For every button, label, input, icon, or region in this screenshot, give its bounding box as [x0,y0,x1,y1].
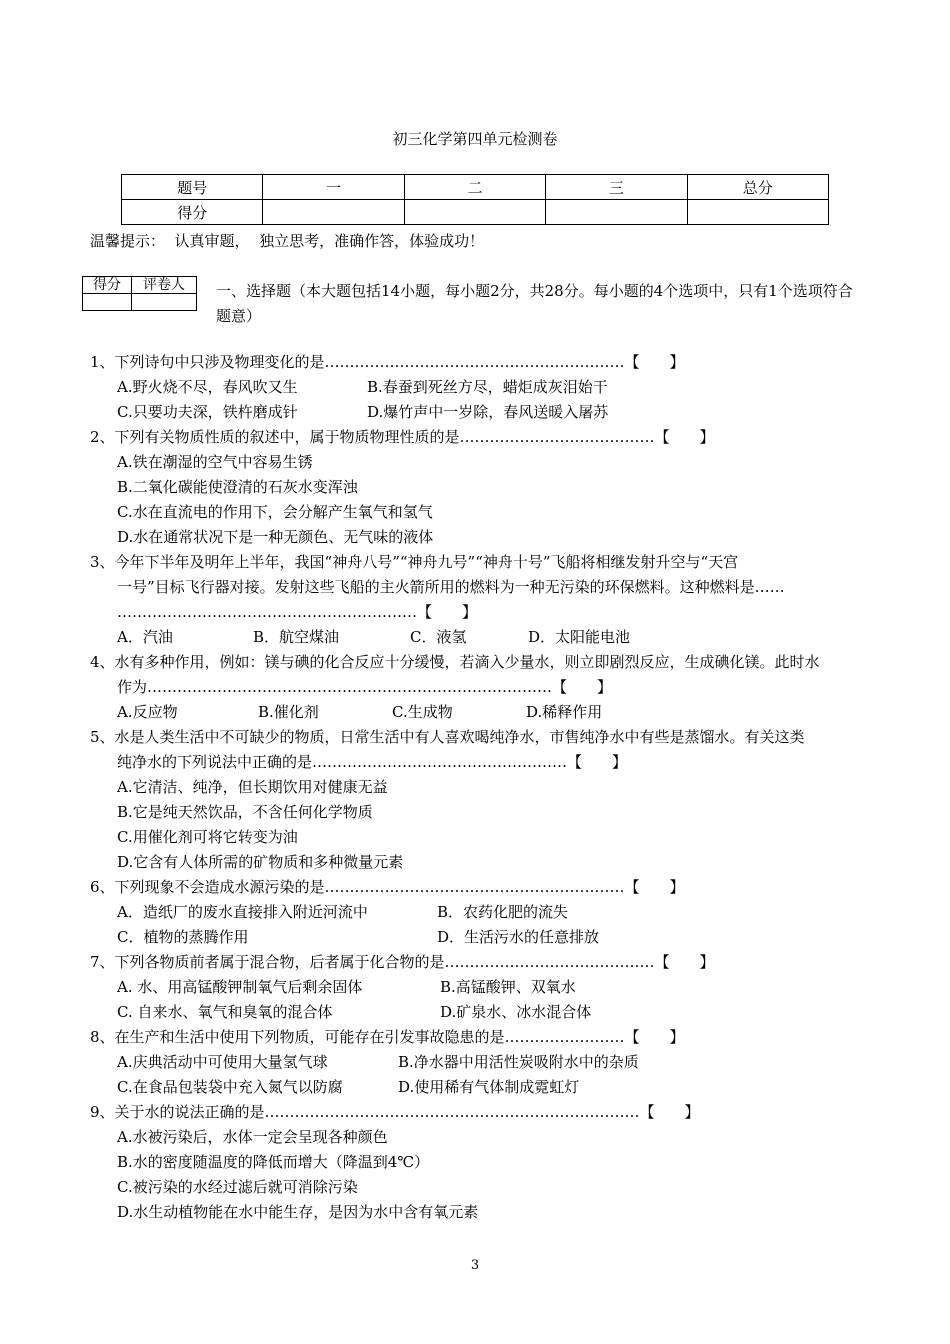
question-stem: 9、关于水的说法正确的是…………………………………………………………………【 】 [90,1103,700,1121]
question-stem: 3、今年下半年及明年上半年，我国“神舟八号”“神舟九号”“神舟十号”飞船将相继发射升空与“天宫 [90,553,739,571]
option: B．航空煤油 [253,628,340,646]
question-stem: 1、下列诗句中只涉及物理变化的是……………………………………………………【 】 [90,353,685,371]
option: B.春蚕到死丝方尽，蜡炬成灰泪始干 [367,378,608,396]
option: D.使用稀有气体制成霓虹灯 [398,1078,580,1096]
option: A.野火烧不尽，春风吹又生 [117,378,298,396]
option: D．太阳能电池 [528,628,631,646]
option: B．农药化肥的流失 [437,903,569,921]
option: D.水生动植物能在水中能生存，是因为水中含有氧元素 [117,1203,479,1221]
question-stem: 6、下列现象不会造成水源污染的是……………………………………………………【 】 [90,878,685,896]
question-stem: 8、在生产和生活中使用下列物质，可能存在引发事故隐患的是……………………【 】 [90,1028,685,1046]
score-table-cell: 一 [263,175,404,200]
option: C．液氢 [410,628,467,646]
option: D.矿泉水、冰水混合体 [440,1003,592,1021]
score-table [121,174,829,225]
option: D.爆竹声中一岁除，春风送暖入屠苏 [367,403,609,421]
question-stem: 2、下列有关物质性质的叙述中，属于物质物理性质的是…………………………………【 】 [90,428,715,446]
score-table-score-row [122,200,829,225]
score-table-cell: 得分 [122,200,263,225]
question-stem: 一号”目标飞行器对接。发射这些飞船的主火箭所用的燃料为一种无污染的环保燃料。这种燃料是…… [117,578,785,596]
option: B.净水器中用活性炭吸附水中的杂质 [398,1053,639,1071]
question-stem: 作为………………………………………………………………………【 】 [117,678,613,696]
option: C.生成物 [392,703,453,721]
score-table-cell [687,200,828,225]
option: C.只要功夫深，铁杵磨成针 [117,403,298,421]
score-table-cell: 三 [546,175,687,200]
score-table-header-row [122,175,829,200]
option: A.水被污染后，水体一定会呈现各种颜色 [117,1128,388,1146]
page-title: 初三化学第四单元检测卷 [392,130,558,148]
question-stem: 5、水是人类生活中不可缺少的物质，日常生活中有人喜欢喝纯净水，市售纯净水中有些是蒸馏水。有关这类 [90,728,805,746]
score-table-cell: 总分 [687,175,828,200]
option: D．生活污水的任意排放 [437,928,600,946]
option: B.水的密度随温度的降低而增大（降温到4℃） [117,1153,430,1171]
option: D.它含有人体所需的矿物质和多种微量元素 [117,853,404,871]
option: A. 水、用高锰酸钾制氧气后剩余固体 [117,978,363,996]
option: A.庆典活动中可使用大量氢气球 [117,1053,328,1071]
grader-box [82,276,197,311]
score-table-cell: 二 [404,175,545,200]
page-number: 3 [470,1258,480,1273]
score-table-cell [404,200,545,225]
grader-score-label: 得分 [83,277,132,294]
option: C. 自来水、氧气和臭氧的混合体 [117,1003,333,1021]
option: A．造纸厂的废水直接排入附近河流中 [117,903,368,921]
question-stem: 纯净水的下列说法中正确的是……………………………………………【 】 [117,753,628,771]
question-stem: ……………………………………………………【 】 [117,603,478,621]
option: D.水在通常状况下是一种无颜色、无气味的液体 [117,528,434,546]
option: C.用催化剂可将它转变为油 [117,828,298,846]
score-table-cell [263,200,404,225]
section-heading: 一、选择题（本大题包括14小题，每小题2分，共28分。每小题的4个选项中，只有1个选项符合题意） [216,282,853,325]
option: D.稀释作用 [526,703,603,721]
grader-name-cell [132,294,197,311]
option: C．植物的蒸腾作用 [117,928,249,946]
option: C.在食品包装袋中充入氮气以防腐 [117,1078,343,1096]
option: C.水在直流电的作用下，会分解产生氧气和氢气 [117,503,433,521]
score-table-cell: 题号 [122,175,263,200]
question-stem: 4、水有多种作用，例如：镁与碘的化合反应十分缓慢，若滴入少量水，则立即剧烈反应，生成碘化镁。此时水 [90,653,820,671]
question-stem: 7、下列各物质前者属于混合物，后者属于化合物的是……………………………………【 】 [90,953,715,971]
grader-score-cell [83,294,132,311]
option: A.它清洁、纯净，但长期饮用对健康无益 [117,778,388,796]
option: B.它是纯天然饮品，不含任何化学物质 [117,803,373,821]
score-table-cell [546,200,687,225]
option: B.高锰酸钾、双氧水 [440,978,576,996]
option: A.反应物 [117,703,178,721]
grader-name-label: 评卷人 [132,277,197,294]
option: A.铁在潮湿的空气中容易生锈 [117,453,313,471]
option: B.催化剂 [258,703,319,721]
tip-text: 温馨提示： 认真审题， 独立思考，准确作答，体验成功！ [90,232,485,250]
option: B.二氧化碳能使澄清的石灰水变浑浊 [117,478,358,496]
option: C.被污染的水经过滤后就可消除污染 [117,1178,358,1196]
option: A．汽油 [117,628,173,646]
